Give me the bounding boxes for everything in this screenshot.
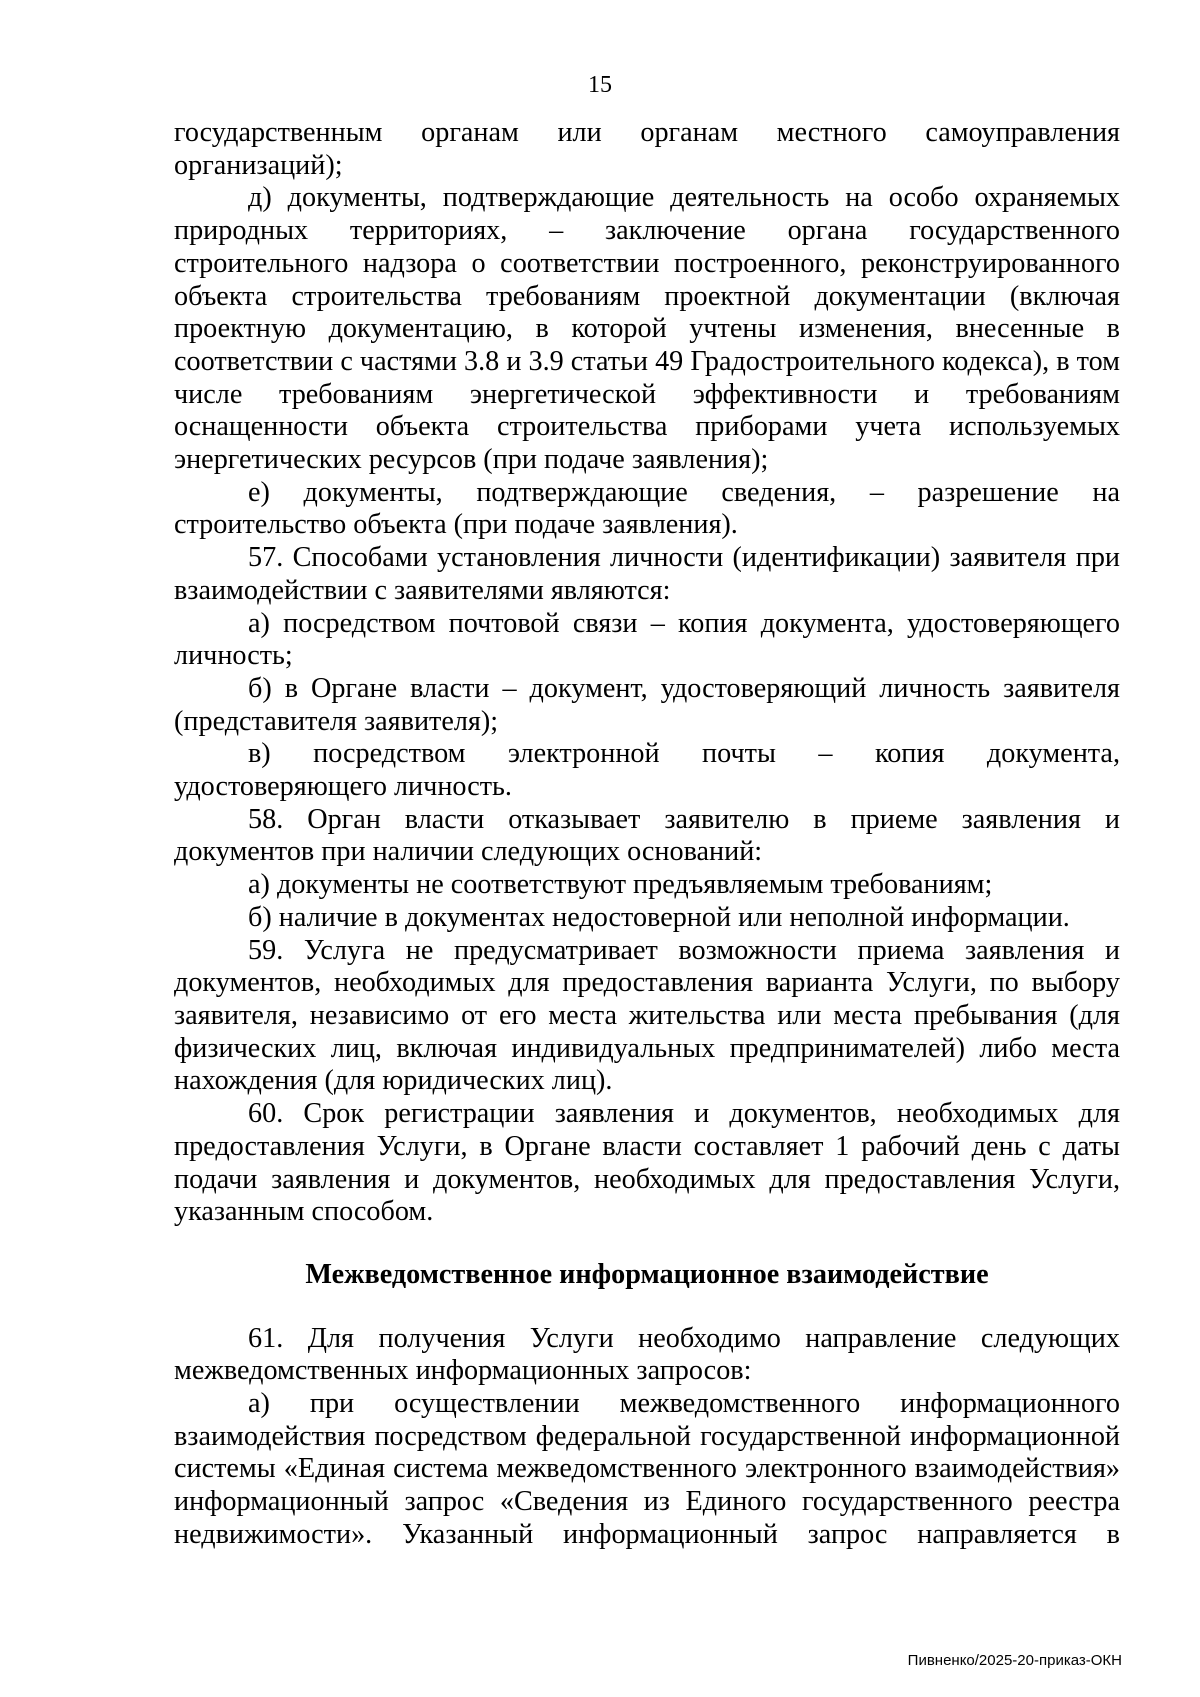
paragraph-item-59: 59. Услуга не предусматривает возможности приема заявления и документов, необходимых для предоставления варианта Услуги, по выбору заявителя, независимо от его места жительства или места пребывания (для физических лиц, включая индивидуальных предпринимателей) либо места нахождения (для юридических лиц).	[174, 934, 1120, 1097]
document-body	[174, 117, 1120, 1552]
paragraph: в) посредством электронной почты – копия документа, удостоверяющего личность.	[174, 738, 1120, 803]
paragraph: б) в Органе власти – документ, удостоверяющий личность заявителя (представителя заявителя);	[174, 672, 1120, 737]
paragraph-item-61: 61. Для получения Услуги необходимо направление следующих межведомственных информационных запросов:	[174, 1322, 1120, 1387]
paragraph-item-60: 60. Срок регистрации заявления и документов, необходимых для предоставления Услуги, в Органе власти составляет 1 рабочий день с даты подачи заявления и документов, необходимых для предоставления Услуги, указанным способом.	[174, 1098, 1120, 1228]
paragraph: а) при осуществлении межведомственного информационного взаимодействия посредством федеральной государственной информационной системы «Единая система межведомственного электронного взаимодействия» информационный запрос «Сведения из Единого государственного реестра недвижимости». Указанный информационный запрос направляется в	[174, 1388, 1120, 1550]
paragraph: а) документы не соответствуют предъявляемым требованиям;	[248, 869, 993, 901]
paragraph: государственным органам или органам местного самоуправления организаций);	[174, 117, 1120, 181]
page-number: 15	[588, 72, 612, 98]
paragraph: е) документы, подтверждающие сведения, – разрешение на строительство объекта (при подаче заявления).	[174, 476, 1120, 541]
paragraph-item-58: 58. Орган власти отказывает заявителю в приеме заявления и документов при наличии следующих оснований:	[174, 803, 1120, 868]
footer-document-reference: Пивненко/2025-20-приказ-ОКН	[907, 1652, 1122, 1669]
section-heading: Межведомственное информационное взаимодействие	[305, 1258, 989, 1290]
paragraph: д) документы, подтверждающие деятельность на особо охраняемых природных территориях, – заключение органа государственного строительного надзора о соответствии построенного, реконструированного объекта строительства требованиям проектной документации (включая проектную документацию, в которой учтены изменения, внесенные в соответствии с частями 3.8 и 3.9 статьи 49 Градостроительного кодекса), в том числе требованиям энергетической эффективности и требованиям оснащенности объекта строительства приборами учета используемых энергетических ресурсов (при подаче заявления);	[174, 182, 1120, 476]
paragraph: а) посредством почтовой связи – копия документа, удостоверяющего личность;	[174, 607, 1120, 672]
paragraph-item-57: 57. Способами установления личности (идентификации) заявителя при взаимодействии с заявителями являются:	[174, 542, 1120, 606]
paragraph: б) наличие в документах недостоверной или неполной информации.	[248, 901, 1070, 933]
